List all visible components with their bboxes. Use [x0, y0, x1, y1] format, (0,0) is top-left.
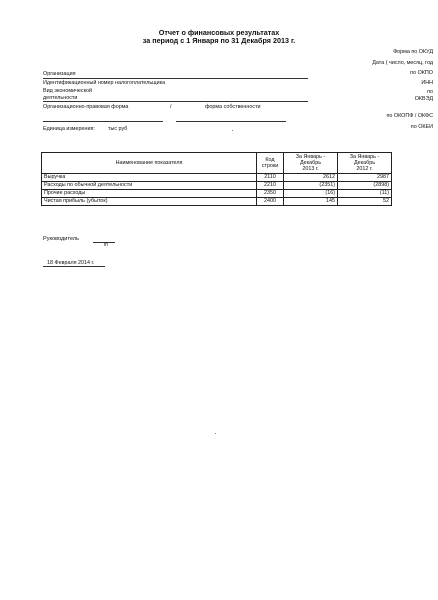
table-row [42, 190, 392, 198]
header-2012-line2: 2012 г. [356, 166, 373, 172]
row-code: 2110 [257, 174, 284, 182]
scan-speck [232, 130, 233, 131]
header-code-line1: Код [265, 157, 275, 163]
row-value-2013: 145 [284, 198, 338, 206]
table-row [42, 198, 392, 206]
okved-label: ОКВЭД [414, 96, 433, 102]
row-name: Чистая прибыль (убыток) [42, 198, 257, 206]
row-value-2013: (2351) [284, 182, 338, 190]
row-name: Прочие расходы [42, 190, 257, 198]
okved-po-label: по [427, 89, 433, 95]
signature-mark: lh [104, 242, 108, 248]
legal-form-slash: / [170, 104, 172, 110]
scan-speck [215, 433, 216, 434]
row-value-2012: (2898) [338, 182, 392, 190]
row-value-2013: 2612 [284, 174, 338, 182]
activity-line [43, 101, 308, 102]
header-2013-line2: 2013 г. [302, 166, 319, 172]
table-row [42, 182, 392, 190]
unit-label: Единица измерения: [43, 126, 95, 132]
ownership-line [176, 121, 286, 122]
row-value-2012: 52 [338, 198, 392, 206]
row-code: 2400 [257, 198, 284, 206]
report-date: 18 Февраля 2014 г. [47, 260, 95, 266]
table-row [42, 174, 392, 182]
organization-line [43, 78, 308, 79]
organization-label: Организация [43, 71, 76, 77]
row-code: 2210 [257, 182, 284, 190]
report-period: за период с 1 Января по 31 Декабря 2013 г. [142, 36, 296, 45]
date-line [43, 266, 105, 267]
table-header-row [42, 153, 392, 174]
header-code [257, 153, 284, 174]
okud-label: Форма по ОКУД [393, 49, 433, 55]
row-value-2013: (16) [284, 190, 338, 198]
header-2012 [338, 153, 392, 174]
activity-label-1: Вид экономической [43, 88, 93, 94]
okei-label: по ОКЕИ [410, 124, 433, 130]
row-code: 2350 [257, 190, 284, 198]
row-value-2012: 2987 [338, 174, 392, 182]
row-name: Выручка [42, 174, 257, 182]
report-title: Отчет о финансовых результатах [158, 28, 280, 37]
inn-label: ИНН [421, 80, 433, 86]
header-code-line2: строки [261, 163, 279, 169]
unit-value: тыс руб [108, 126, 128, 132]
date-label: Дата ( число, месяц, год [372, 60, 433, 66]
row-name: Расходы по обычной деятельности [42, 182, 257, 190]
activity-label-2: деятельности [43, 95, 78, 101]
header-2013 [284, 153, 338, 174]
header-2013-line1: За Январь - Декабрь [295, 154, 326, 166]
head-label: Руководитель [43, 236, 80, 242]
header-indicator-name-text: Наименование показателя [115, 160, 183, 166]
header-2012-line1: За Январь - Декабрь [349, 154, 380, 166]
financial-results-table [41, 152, 392, 206]
ownership-label: форма собственности [205, 104, 261, 110]
row-value-2012: (11) [338, 190, 392, 198]
okopf-label: по ОКОПФ / ОКФС [386, 113, 433, 119]
taxpayer-id-label: Идентификационный номер налогоплательщика [43, 80, 166, 86]
okpo-label: по ОКПО [410, 70, 433, 76]
legal-form-label: Организационно-правовая форма [43, 104, 129, 110]
legal-form-line [43, 121, 163, 122]
header-indicator-name [42, 153, 257, 174]
